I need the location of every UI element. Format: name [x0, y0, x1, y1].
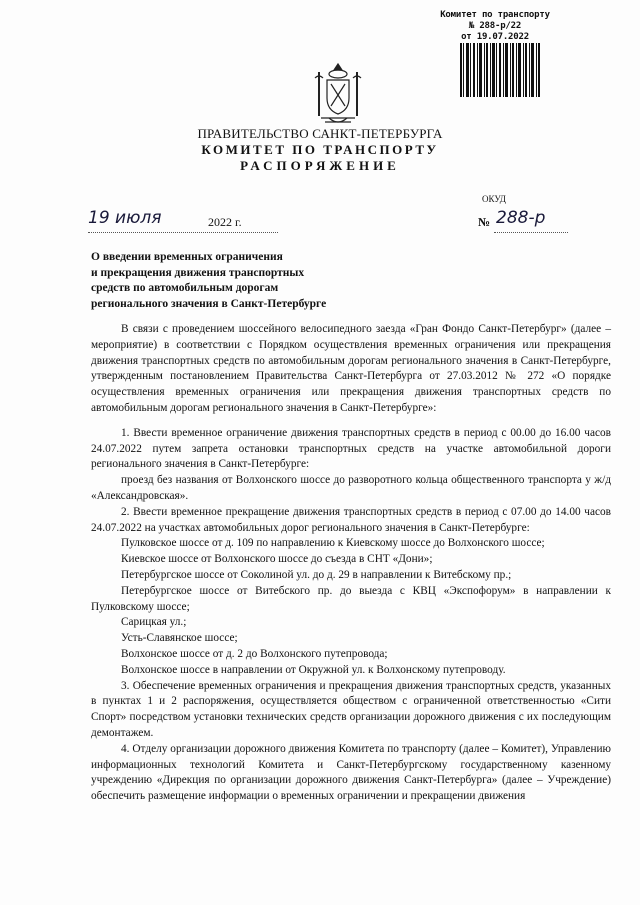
- title-line: регионального значения в Санкт-Петербурге: [91, 297, 327, 310]
- number-underline: [494, 232, 568, 233]
- registration-stamp: [430, 10, 560, 43]
- paragraph-2: 2. Ввести временное прекращение движения транспортных средств в период с 07.00 до 14.00 часов 24.07.2022 на участках автомобильных дорог регионального значения в Санкт-Петербурге:: [91, 505, 611, 534]
- date-underline: [88, 232, 278, 233]
- document-type-heading: РАСПОРЯЖЕНИЕ: [240, 158, 400, 173]
- road-section-item: Волхонское шоссе от д. 2 до Волхонского путепровода;: [121, 647, 388, 660]
- number-field: [478, 208, 568, 234]
- document-title: [91, 250, 391, 312]
- barcode-icon: [460, 43, 540, 97]
- road-section-item: Сарицкая ул.;: [121, 616, 187, 629]
- government-heading: ПРАВИТЕЛЬСТВО САНКТ-ПЕТЕРБУРГА: [197, 126, 443, 141]
- date-year: 2022 г.: [208, 215, 242, 229]
- date-field: [88, 208, 278, 234]
- paragraph-1: 1. Ввести временное ограничение движения транспортных средств в период с 00.00 до 16.00 часов 24.07.2022 путем запрета остановки транспортных средств на участке автомобильной дороги регионального значения в Санкт-Петербурге:: [91, 426, 611, 471]
- document-body: [91, 322, 611, 805]
- paragraph-3: 3. Обеспечение временных ограничения и прекращения движения транспортных средств, указанных в пунктах 1 и 2 распоряжения, осуществляется обществом с ограниченной ответственностью «Сити Спорт» посредством установки технических средств организации дорожного движения с их последующим демонтажем.: [91, 679, 611, 739]
- road-section-item: Киевское шоссе от Волхонского шоссе до съезда в СНТ «Дони»;: [121, 553, 433, 566]
- stamp-line-number: № 288-р/22: [468, 21, 522, 31]
- stamp-line-committee: Комитет по транспорту: [440, 10, 550, 20]
- paragraph-4: 4. Отделу организации дорожного движения Комитета по транспорту (далее – Комитет), Управлению информационных технологий Комитета и Санкт-Петербургскому государственному казенному учреждению «Дирекция по организации дорожного движения Санкт-Петербурга» (далее – Учреждение) обеспечить размещение информации о временных ограничении и прекращении движения: [91, 742, 611, 803]
- coat-of-arms-icon: [313, 62, 363, 128]
- committee-heading: КОМИТЕТ ПО ТРАНСПОРТУ: [201, 142, 439, 157]
- okud-label: ОКУД: [482, 194, 506, 204]
- title-line: О введении временных ограничения: [91, 251, 283, 263]
- intro-paragraph: В связи с проведением шоссейного велосипедного заезда «Гран Фондо Санкт-Петербург» (далее – мероприятие) в соответствии с Порядком осуществления временных ограничения или прекращения движения транспортных средств по автомобильным дорогам регионального значения в Санкт-Петербурге, утвержденным постановлением Правительства Санкт-Петербурга от 27.03.2012 № 272 «О порядке осуществления временных ограничения или прекращения движения транспортных средств по автомобильным дорогам регионального значения в Санкт-Петербурге»:: [91, 323, 611, 414]
- paragraph-1-item: проезд без названия от Волхонского шоссе до разворотного кольца общественного транспорта у ж/д «Александровская».: [91, 474, 611, 502]
- road-section-item: Пулковское шоссе от д. 109 по направлению к Киевскому шоссе до Волхонского шоссе;: [121, 537, 545, 550]
- number-sign: №: [478, 215, 491, 229]
- title-line: и прекращения движения транспортных: [91, 266, 305, 279]
- handwritten-number: 288-р: [496, 208, 546, 228]
- handwritten-date: 19 июля: [88, 208, 162, 228]
- stamp-line-date: от 19.07.2022: [461, 32, 529, 42]
- road-section-item: Петербургское шоссе от Витебского пр. до выезда с КВЦ «Экспофорум» в направлении к Пулковскому шоссе;: [91, 584, 611, 613]
- road-section-item: Петербургское шоссе от Соколиной ул. до д. 29 в направлении к Витебскому пр.;: [121, 568, 512, 581]
- road-section-item: Усть-Славянское шоссе;: [121, 632, 238, 645]
- road-section-item: Волхонское шоссе в направлении от Окружной ул. к Волхонскому путепроводу.: [121, 663, 506, 676]
- title-line: средств по автомобильным дорогам: [91, 282, 279, 294]
